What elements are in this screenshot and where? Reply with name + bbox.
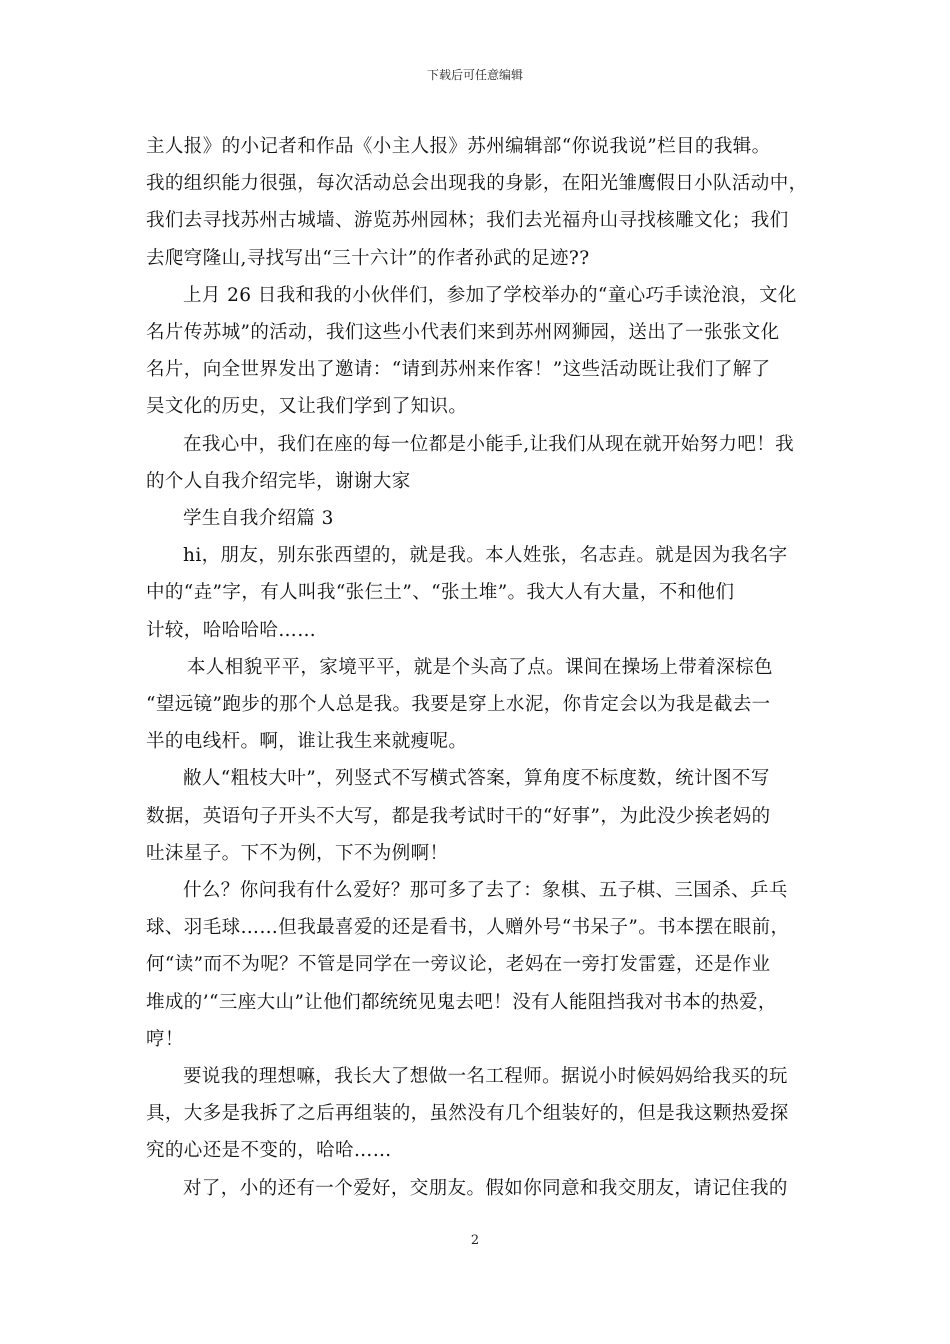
paragraph-7 [146,872,810,1058]
text-line: hi，朋友，别东张西望的，就是我。本人姓张，名志垚。就是因为我名字 [183,545,788,567]
text-line: 数据，英语句子开头不大写，都是我考试时干的“好事”，为此没少挨老妈的 [146,805,771,827]
text-line: 中的“垚”字，有人叫我“张仨土”、“张土堆”。我大人有大量，不和他们 [146,582,735,604]
text-line: 我的组织能力很强，每次活动总会出现我的身影，在阳光雏鹰假日小队活动中， [146,173,808,195]
text-line: 半的电线杆。啊，谁让我生来就瘦呢。 [146,731,468,753]
text-line: 球、羽毛球……但我最喜爱的还是看书，人赠外号“书呆子”。书本摆在眼前， [146,917,790,939]
text-line: 具，大多是我拆了之后再组装的，虽然没有几个组装好的，但是我这颗热爱探 [146,1103,789,1125]
paragraph-8 [146,1058,810,1170]
text-line: 去爬穹隆山,寻找写出“三十六计”的作者孙武的足迹?? [146,247,590,269]
text-line: 究的心还是不变的，哈哈…… [146,1140,392,1162]
paragraph-4 [146,537,810,649]
text-line: 名片，向全世界发出了邀请：“请到苏州来作客！”这些活动既让我们了解了 [146,359,771,381]
text-line: 什么？你问我有什么爱好？那可多了去了：象棋、五子棋、三国杀、乒乓 [183,880,788,902]
text-line: 何“读”而不为呢？不管是同学在一旁议论，老妈在一旁打发雷霆，还是作业 [146,954,771,976]
text-line: 主人报》的小记者和作品《小主人报》苏州编辑部“你说我说”栏目的我辑。 [146,136,771,157]
text-line: 要说我的理想嘛，我长大了想做一名工程师。据说小时候妈妈给我买的玩 [183,1066,788,1088]
text-line: 堆成的’“三座大山”让他们都统统见鬼去吧！没有人能阻挡我对书本的热爱， [146,991,777,1013]
paragraph-3 [146,426,810,500]
text-line: 对了，小的还有一个爱好，交朋友。假如你同意和我交朋友，请记住我的 [183,1177,788,1199]
text-line: 在我心中，我们在座的每一位都是小能手,让我们从现在就开始努力吧！我 [183,433,795,455]
text-line: 名片传苏城”的活动，我们这些小代表们来到苏州网狮园，送出了一张张文化 [146,322,780,344]
section-title: 学生自我介绍篇 3 [183,508,334,530]
text-line: 的个人自我介绍完毕，谢谢大家 [146,470,411,492]
paragraph-5 [146,649,810,761]
text-line: 本人相貌平平，家境平平，就是个头高了点。课间在操场上带着深棕色 [187,656,773,678]
text-line: 哼！ [146,1028,184,1050]
paragraph-6 [146,760,810,872]
page-number: 2 [470,1233,480,1248]
paragraph-2 [146,277,810,426]
paragraph-9 [146,1170,810,1207]
paragraph-1 [146,128,810,277]
text-line: 吐沫星子。下不为例，下不为例啊！ [146,842,449,864]
document-body [146,128,810,1207]
text-line: “望远镜”跑步的那个人总是我。我要是穿上水泥，你肯定会以为我是截去一 [146,694,771,716]
text-line: 计较，哈哈哈哈…… [146,619,317,641]
text-line: 敝人“粗枝大叶”，列竖式不写横式答案，算角度不标度数，统计图不写 [183,768,770,790]
section-heading [146,500,810,537]
text-line: 我们去寻找苏州古城墙、游览苏州园林；我们去光福舟山寻找核雕文化；我们 [146,210,789,232]
page-header: 下载后可任意编辑 [426,68,523,82]
text-line: 上月 26 日我和我的小伙伴们，参加了学校举办的“童心巧手读沧浪，文化 [183,284,797,306]
text-line: 吴文化的历史，又让我们学到了知识。 [146,396,468,418]
